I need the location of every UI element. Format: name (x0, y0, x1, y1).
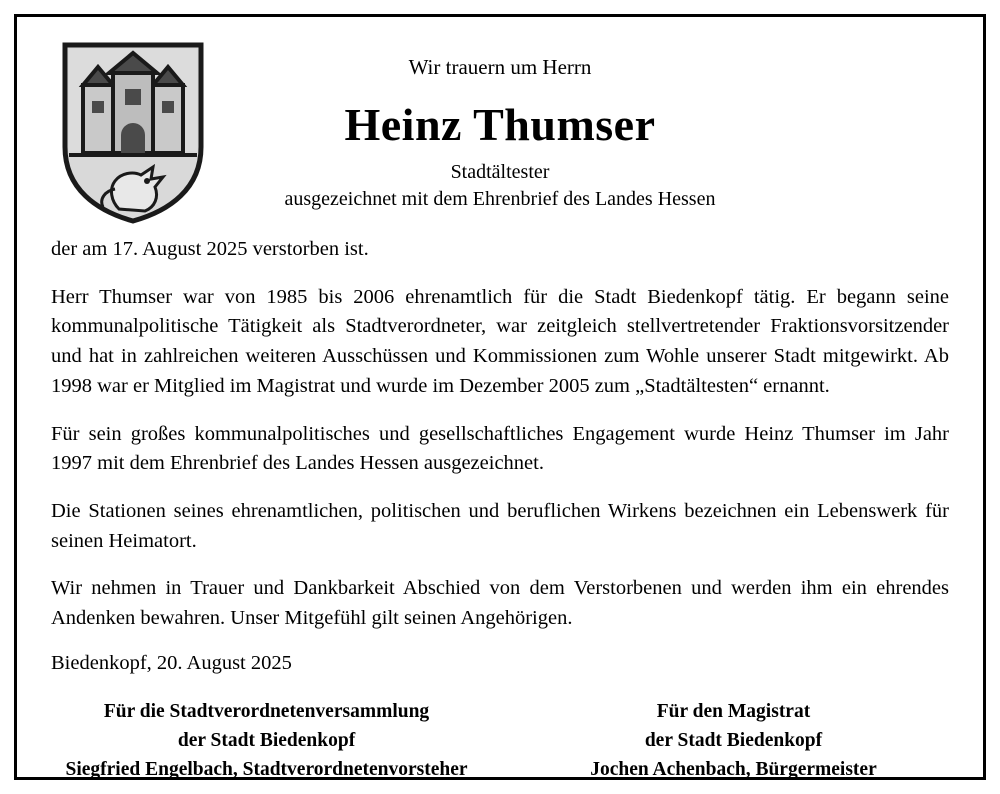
obituary-notice-card (14, 14, 986, 780)
signature-magistrate (518, 697, 949, 785)
deceased-honor: ausgezeichnet mit dem Ehrenbrief des Landes Hessen (284, 188, 716, 211)
signature-magistrate-line2: der Stadt Biedenkopf (644, 730, 823, 752)
paragraph-farewell: Wir nehmen in Trauer und Dankbarkeit Abschied von dem Verstorbenen und werden ihm ein ehrendes Andenken bewahren. Unser Mitgefühl gilt seinen Angehörigen. (51, 577, 949, 630)
signature-block (51, 697, 949, 785)
paragraph-service-history: Herr Thumser war von 1985 bis 2006 ehrenamtlich für die Stadt Biedenkopf tätig. Er begann seine kommunalpolitische Tätigkeit als Stadtverordneter, war zeitgleich stellvertretender Fraktionsvorsitzender und hat in zahlreichen weiteren Ausschüssen und Kommissionen zum Wohle unserer Stadt mitgewirkt. Ab 1998 war er Mitglied im Magistrat und wurde im Dezember 2005 zum „Stadtältesten“ ernannt. (51, 285, 949, 397)
notice-body (51, 221, 949, 675)
paragraph-honor: Für sein großes kommunalpolitisches und gesellschaftliches Engagement wurde Heinz Thumser im Jahr 1997 mit dem Ehrenbrief des Landes Hessen ausgezeichnet. (51, 422, 949, 475)
mourning-lead-text: Wir trauern um Herrn (408, 55, 592, 79)
signature-magistrate-line3: Jochen Achenbach, Bürgermeister (590, 759, 877, 781)
signature-council (51, 697, 482, 785)
signature-council-line2: der Stadt Biedenkopf (177, 730, 356, 752)
signature-council-line1: Für die Stadtverordnetenversammlung (103, 700, 430, 722)
coat-of-arms-icon (59, 39, 207, 225)
notice-header (51, 35, 949, 221)
signature-council-line3: Siegfried Engelbach, Stadtverordnetenvorsteher (65, 759, 468, 781)
paragraph-lifework: Die Stationen seines ehrenamtlichen, politischen und beruflichen Wirkens bezeichnen ein Lebenswerk für seinen Heimatort. (51, 500, 949, 552)
signature-magistrate-line1: Für den Magistrat (656, 700, 811, 722)
deceased-role: Stadtältester (450, 161, 550, 184)
paragraph-death-date: der am 17. August 2025 verstorben ist. (51, 238, 369, 260)
place-and-date: Biedenkopf, 20. August 2025 (51, 651, 292, 674)
deceased-name: Heinz Thumser (344, 99, 656, 151)
